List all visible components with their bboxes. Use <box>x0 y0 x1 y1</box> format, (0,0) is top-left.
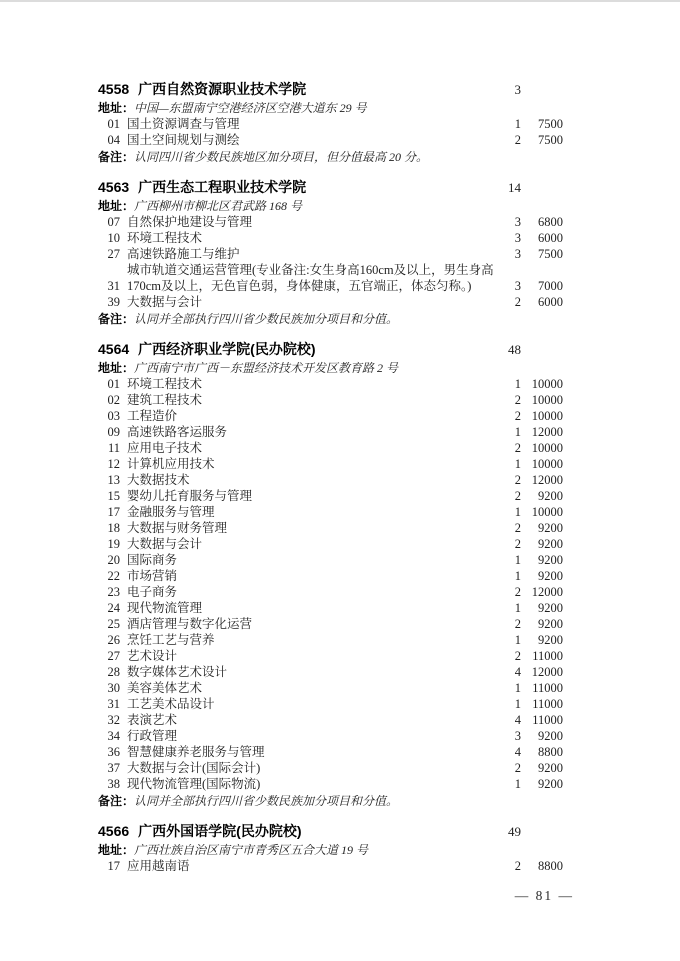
address-label: 地址： <box>98 199 135 213</box>
major-code: 15 <box>107 489 120 503</box>
major-name: 现代物流管理 <box>127 601 203 615</box>
major-fee: 9200 <box>538 729 563 743</box>
major-row <box>98 776 563 792</box>
major-plan-count: 3 <box>514 231 521 245</box>
major-row <box>98 408 563 424</box>
major-plan-count: 2 <box>514 537 521 551</box>
major-fee: 12000 <box>531 473 563 487</box>
major-plan-count: 1 <box>514 697 521 711</box>
major-code: 01 <box>107 117 120 131</box>
majors-list <box>98 116 563 148</box>
address-text: 广西南宁市广西－东盟经济技术开发区教育路 2 号 <box>134 361 399 375</box>
address-text: 中国—东盟南宁空港经济区空港大道东 29 号 <box>134 101 367 115</box>
major-fee: 12000 <box>531 665 563 679</box>
major-name: 工艺美术品设计 <box>127 697 215 711</box>
major-plan-count: 2 <box>514 295 521 309</box>
major-plan-count: 2 <box>514 585 521 599</box>
major-name: 金融服务与管理 <box>127 505 215 519</box>
major-fee: 9200 <box>538 777 563 791</box>
major-row <box>98 230 563 246</box>
school-plan-count: 49 <box>508 824 521 839</box>
note-label: 备注： <box>98 150 135 164</box>
school-title <box>98 178 499 196</box>
major-row <box>98 392 563 408</box>
major-plan-count: 2 <box>514 859 521 873</box>
major-code: 32 <box>107 713 120 727</box>
major-code: 31 <box>107 279 120 293</box>
major-name: 应用越南语 <box>127 859 190 873</box>
major-plan-count: 3 <box>514 729 521 743</box>
major-name: 表演艺术 <box>127 713 178 727</box>
school-section <box>98 178 563 327</box>
major-plan-count: 1 <box>514 505 521 519</box>
note-text: 认同四川省少数民族地区加分项目，但分值最高 20 分。 <box>134 150 429 164</box>
school-name: 广西生态工程职业技术学院 <box>138 179 307 195</box>
school-plan-count: 3 <box>514 82 521 97</box>
major-code: 24 <box>107 601 120 615</box>
major-name: 应用电子技术 <box>127 441 203 455</box>
major-plan-count: 3 <box>514 247 521 261</box>
major-code: 25 <box>107 617 120 631</box>
major-name: 电子商务 <box>127 585 178 599</box>
school-section <box>98 80 563 165</box>
major-fee: 8800 <box>538 859 563 873</box>
major-name: 大数据与财务管理 <box>127 521 228 535</box>
major-code: 27 <box>107 247 120 261</box>
major-name: 市场营销 <box>127 569 178 583</box>
admissions-list <box>98 80 563 887</box>
major-fee: 11000 <box>532 649 563 663</box>
major-fee: 11000 <box>532 713 563 727</box>
major-code: 13 <box>107 473 120 487</box>
note-label: 备注： <box>98 312 135 326</box>
major-fee: 7500 <box>538 247 563 261</box>
major-name: 大数据与会计 <box>127 295 203 309</box>
majors-list <box>98 858 563 874</box>
address-text: 广西柳州市柳北区君武路 168 号 <box>134 199 303 213</box>
major-name: 建筑工程技术 <box>127 393 203 407</box>
major-fee: 10000 <box>531 457 563 471</box>
major-plan-count: 2 <box>514 489 521 503</box>
major-name: 大数据技术 <box>127 473 190 487</box>
school-title <box>98 340 499 358</box>
major-plan-count: 1 <box>514 457 521 471</box>
major-plan-count: 4 <box>514 713 521 727</box>
major-name: 计算机应用技术 <box>127 457 215 471</box>
major-row <box>98 376 563 392</box>
major-plan-count: 2 <box>514 473 521 487</box>
major-name: 环境工程技术 <box>127 377 203 391</box>
page-number: — 81 — <box>514 888 574 903</box>
school-title <box>98 822 499 840</box>
major-code: 03 <box>107 409 120 423</box>
major-code: 18 <box>107 521 120 535</box>
major-row <box>98 116 563 132</box>
school-header <box>98 80 563 99</box>
note-text: 认同并全部执行四川省少数民族加分项目和分值。 <box>134 312 399 326</box>
major-fee: 10000 <box>531 377 563 391</box>
major-code: 39 <box>107 295 120 309</box>
major-plan-count: 1 <box>514 425 521 439</box>
address-text: 广西壮族自治区南宁市青秀区五合大道 19 号 <box>134 843 369 857</box>
major-row <box>98 132 563 148</box>
major-plan-count: 2 <box>514 133 521 147</box>
major-code: 17 <box>107 505 120 519</box>
major-row <box>98 246 563 262</box>
major-plan-count: 1 <box>514 601 521 615</box>
school-header <box>98 822 563 841</box>
major-fee: 11000 <box>532 697 563 711</box>
major-code: 28 <box>107 665 120 679</box>
major-code: 11 <box>107 441 120 455</box>
major-row <box>98 632 563 648</box>
major-code: 38 <box>107 777 120 791</box>
major-name: 工程造价 <box>127 409 178 423</box>
major-row <box>98 440 563 456</box>
major-row <box>98 680 563 696</box>
major-plan-count: 2 <box>514 761 521 775</box>
major-code: 02 <box>107 393 120 407</box>
school-section <box>98 822 563 874</box>
major-plan-count: 2 <box>514 409 521 423</box>
major-name: 自然保护地建设与管理 <box>127 215 253 229</box>
major-code: 37 <box>107 761 120 775</box>
address-label: 地址： <box>98 101 135 115</box>
major-row <box>98 262 563 294</box>
school-code: 4564 <box>98 341 130 357</box>
major-code: 36 <box>107 745 120 759</box>
school-code: 4563 <box>98 179 130 195</box>
major-plan-count: 3 <box>514 279 521 293</box>
major-fee: 10000 <box>531 505 563 519</box>
major-name: 烹饪工艺与营养 <box>127 633 215 647</box>
major-row <box>98 214 563 230</box>
major-fee: 7000 <box>538 279 563 293</box>
major-name: 城市轨道交通运营管理(专业备注:女生身高160cm及以上，男生身高170cm及以上，无色盲色弱，身体健康，五官端正，体态匀称。) <box>127 263 494 293</box>
major-row <box>98 536 563 552</box>
major-code: 10 <box>107 231 120 245</box>
major-code: 17 <box>107 859 120 873</box>
major-fee: 6000 <box>538 231 563 245</box>
major-row <box>98 616 563 632</box>
major-plan-count: 2 <box>514 617 521 631</box>
note-text: 认同并全部执行四川省少数民族加分项目和分值。 <box>134 794 399 808</box>
major-name: 婴幼儿托育服务与管理 <box>127 489 253 503</box>
major-fee: 9200 <box>538 553 563 567</box>
address-label: 地址： <box>98 843 135 857</box>
major-fee: 9200 <box>538 601 563 615</box>
major-fee: 10000 <box>531 409 563 423</box>
major-row <box>98 760 563 776</box>
major-code: 19 <box>107 537 120 551</box>
major-fee: 9200 <box>538 761 563 775</box>
page-top-edge <box>0 0 680 2</box>
major-name: 大数据与会计(国际会计) <box>127 761 261 775</box>
major-code: 20 <box>107 553 120 567</box>
major-row <box>98 424 563 440</box>
major-fee: 9200 <box>538 617 563 631</box>
major-fee: 12000 <box>531 425 563 439</box>
school-note <box>98 311 563 327</box>
major-row <box>98 696 563 712</box>
major-name: 行政管理 <box>127 729 178 743</box>
major-code: 12 <box>107 457 120 471</box>
major-code: 23 <box>107 585 120 599</box>
major-code: 09 <box>107 425 120 439</box>
school-address <box>98 842 563 858</box>
major-name: 国土资源调查与管理 <box>127 117 240 131</box>
major-fee: 6000 <box>538 295 563 309</box>
major-row <box>98 568 563 584</box>
school-name: 广西外国语学院(民办院校) <box>138 823 302 839</box>
school-header <box>98 340 563 359</box>
major-code: 27 <box>107 649 120 663</box>
school-note <box>98 793 563 809</box>
major-plan-count: 4 <box>514 745 521 759</box>
major-name: 高速铁路客运服务 <box>127 425 228 439</box>
major-row <box>98 488 563 504</box>
major-plan-count: 2 <box>514 393 521 407</box>
major-fee: 7500 <box>538 133 563 147</box>
school-note <box>98 149 563 165</box>
major-plan-count: 1 <box>514 553 521 567</box>
major-plan-count: 2 <box>514 441 521 455</box>
major-name: 艺术设计 <box>127 649 178 663</box>
major-plan-count: 1 <box>514 117 521 131</box>
major-plan-count: 1 <box>514 777 521 791</box>
major-name: 美容美体艺术 <box>127 681 203 695</box>
major-fee: 9200 <box>538 633 563 647</box>
major-row <box>98 648 563 664</box>
address-label: 地址： <box>98 361 135 375</box>
major-row <box>98 712 563 728</box>
major-row <box>98 664 563 680</box>
major-row <box>98 858 563 874</box>
school-address <box>98 100 563 116</box>
school-name: 广西经济职业学院(民办院校) <box>138 341 316 357</box>
major-plan-count: 1 <box>514 681 521 695</box>
major-plan-count: 1 <box>514 377 521 391</box>
major-name: 国际商务 <box>127 553 178 567</box>
major-row <box>98 744 563 760</box>
major-fee: 7500 <box>538 117 563 131</box>
major-row <box>98 600 563 616</box>
major-fee: 9200 <box>538 489 563 503</box>
majors-list <box>98 376 563 792</box>
school-plan-count: 14 <box>508 180 521 195</box>
major-row <box>98 472 563 488</box>
major-name: 智慧健康养老服务与管理 <box>127 745 265 759</box>
major-code: 22 <box>107 569 120 583</box>
major-fee: 10000 <box>531 393 563 407</box>
major-fee: 9200 <box>538 569 563 583</box>
major-fee: 10000 <box>531 441 563 455</box>
major-code: 30 <box>107 681 120 695</box>
school-code: 4566 <box>98 823 130 839</box>
school-title <box>98 80 499 98</box>
note-label: 备注： <box>98 794 135 808</box>
major-row <box>98 294 563 310</box>
school-name: 广西自然资源职业技术学院 <box>138 81 307 97</box>
major-row <box>98 584 563 600</box>
major-fee: 6800 <box>538 215 563 229</box>
major-fee: 12000 <box>531 585 563 599</box>
school-address <box>98 360 563 376</box>
major-fee: 9200 <box>538 537 563 551</box>
major-name: 酒店管理与数字化运营 <box>127 617 253 631</box>
school-address <box>98 198 563 214</box>
major-plan-count: 1 <box>514 633 521 647</box>
school-header <box>98 178 563 197</box>
major-row <box>98 552 563 568</box>
major-code: 26 <box>107 633 120 647</box>
major-name: 大数据与会计 <box>127 537 203 551</box>
major-code: 31 <box>107 697 120 711</box>
major-row <box>98 728 563 744</box>
major-row <box>98 504 563 520</box>
major-plan-count: 1 <box>514 569 521 583</box>
major-name: 国土空间规划与测绘 <box>127 133 240 147</box>
major-code: 04 <box>107 133 120 147</box>
major-plan-count: 2 <box>514 521 521 535</box>
school-plan-count: 48 <box>508 342 521 357</box>
school-section <box>98 340 563 809</box>
majors-list <box>98 214 563 310</box>
school-code: 4558 <box>98 81 130 97</box>
major-plan-count: 2 <box>514 649 521 663</box>
major-fee: 9200 <box>538 521 563 535</box>
major-code: 34 <box>107 729 120 743</box>
major-plan-count: 3 <box>514 215 521 229</box>
major-plan-count: 4 <box>514 665 521 679</box>
major-row <box>98 456 563 472</box>
major-fee: 8800 <box>538 745 563 759</box>
major-code: 07 <box>107 215 120 229</box>
major-code: 01 <box>107 377 120 391</box>
major-name: 现代物流管理(国际物流) <box>127 777 261 791</box>
major-fee: 11000 <box>532 681 563 695</box>
major-name: 环境工程技术 <box>127 231 203 245</box>
major-name: 高速铁路施工与维护 <box>127 247 240 261</box>
major-name: 数字媒体艺术设计 <box>127 665 228 679</box>
major-row <box>98 520 563 536</box>
